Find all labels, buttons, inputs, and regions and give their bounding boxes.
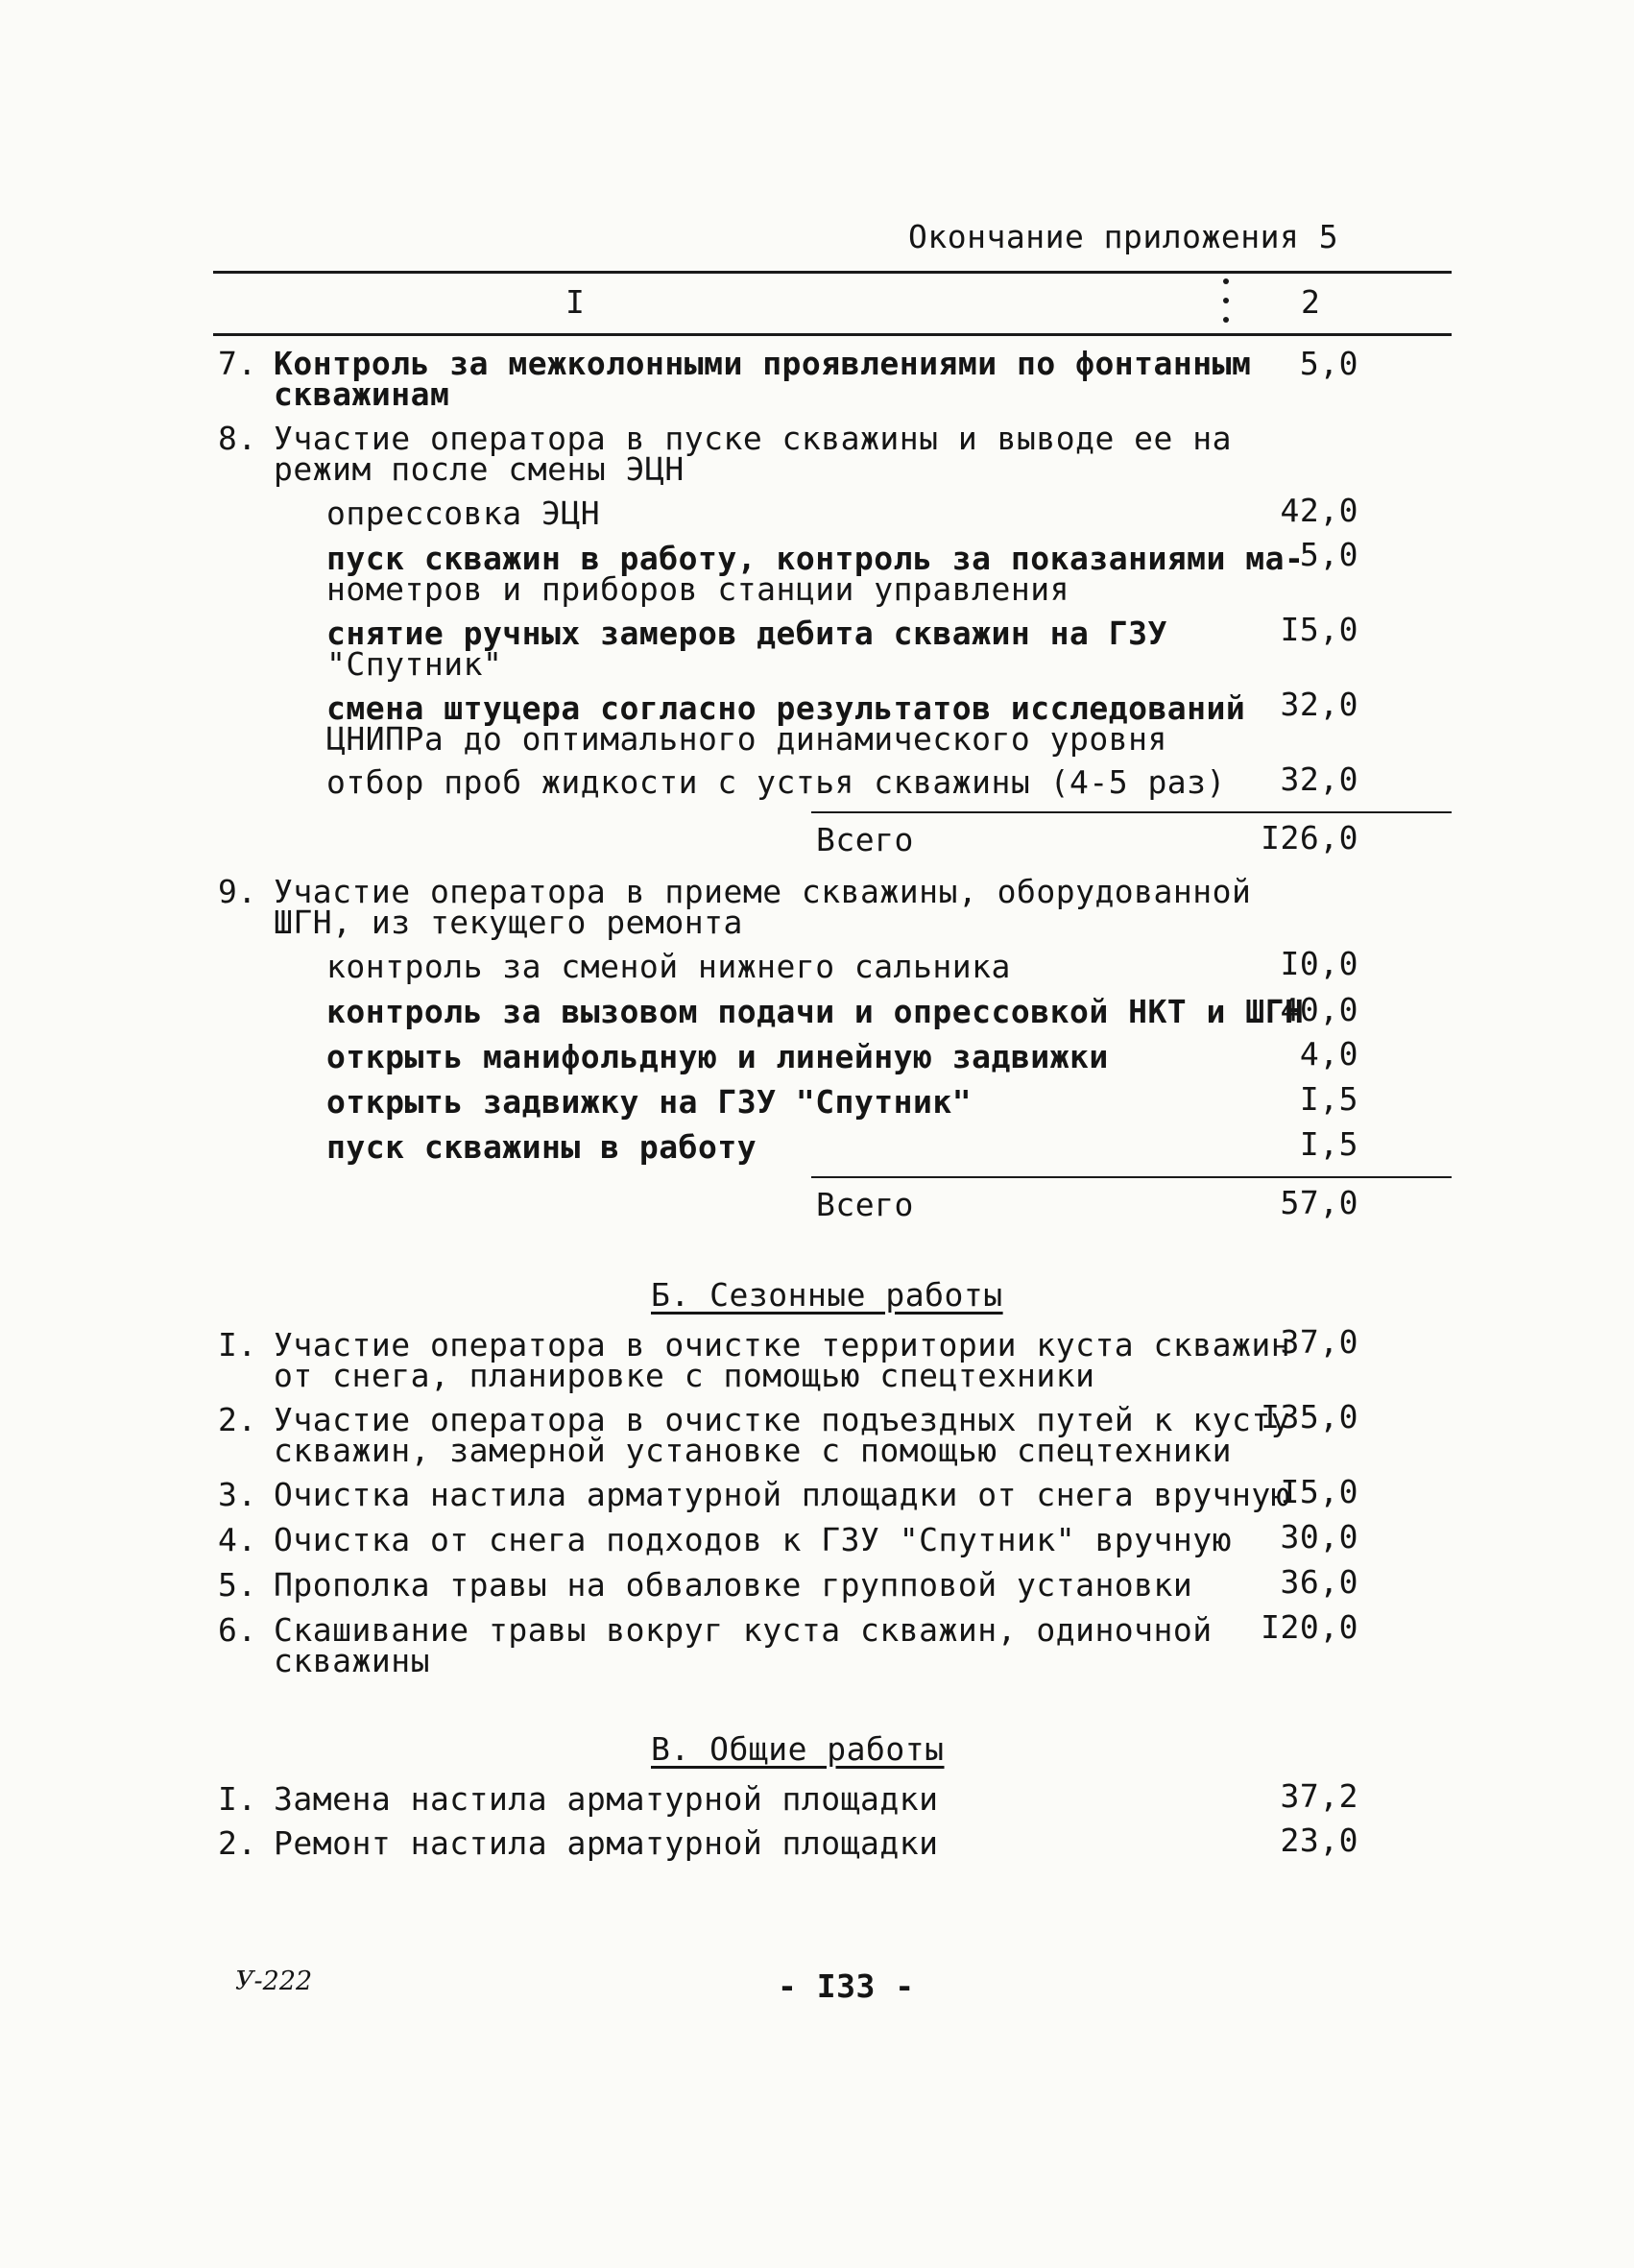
item-number: 9. [218,873,257,910]
subitem-text: открыть манифольдную и линейную задвижки [326,1038,1109,1075]
item-text: Участие оператора в очистке территории куста скважин [274,1326,1291,1363]
page-number: - I33 - [778,1967,915,2005]
item-text: Прополка травы на обваловке групповой установки [274,1566,1193,1604]
subtotal-rule [811,1176,1452,1178]
item-value: 37,2 [1280,1777,1358,1815]
subtotal-rule [811,811,1452,813]
section-heading: В. Общие работы [651,1730,945,1768]
item-text: Ремонт настила арматурной площадки [274,1824,939,1862]
subitem-value: 40,0 [1280,991,1358,1028]
item-number: I. [218,1780,257,1818]
subtotal-value: I26,0 [1261,819,1358,857]
subitem-text: снятие ручных замеров дебита скважин на ГЗУ [326,615,1167,652]
subitem-value: 42,0 [1280,492,1358,529]
item-text: режим после смены ЭЦН [274,450,685,488]
item-number: 4. [218,1521,257,1558]
column-separator-dot [1223,298,1229,303]
item-number: 6. [218,1611,257,1649]
item-number: 2. [218,1401,257,1438]
item-number: 7. [218,345,257,382]
item-text: ШГН, из текущего ремонта [274,904,743,941]
subitem-value: I,5 [1299,1080,1358,1118]
item-value: 5,0 [1299,345,1358,382]
item-text: Участие оператора в приеме скважины, оборудованной [274,873,1252,910]
item-value: I35,0 [1261,1398,1358,1436]
subitem-text: контроль за сменой нижнего сальника [326,948,1011,985]
item-value: I5,0 [1280,1473,1358,1510]
subitem-value: I5,0 [1280,611,1358,648]
subitem-value: 32,0 [1280,686,1358,723]
subitem-value: I0,0 [1280,945,1358,982]
table-header-rule [213,333,1452,336]
subitem-text: открыть задвижку на ГЗУ "Спутник" [326,1083,973,1121]
item-text: Замена настила арматурной площадки [274,1780,939,1818]
item-text: скважинам [274,375,450,413]
subitem-text: нометров и приборов станции управления [326,570,1069,608]
subitem-text: "Спутник" [326,645,503,683]
column-separator-dot [1223,317,1229,323]
item-text: скважин, замерной установке с помощью спецтехники [274,1432,1233,1469]
subitem-value: 5,0 [1299,536,1358,573]
subitem-text: отбор проб жидкости с устья скважины (4-5 раз) [326,763,1226,801]
item-number: I. [218,1326,257,1363]
page-title: Окончание приложения 5 [908,218,1339,255]
item-text: Контроль за межколонными проявлениями по фонтанным [274,345,1252,382]
subitem-value: 4,0 [1299,1035,1358,1073]
subitem-value: 32,0 [1280,760,1358,798]
item-text: Очистка от снега подходов к ГЗУ "Спутник" вручную [274,1521,1233,1558]
item-text: Очистка настила арматурной площадки от снега вручную [274,1476,1291,1513]
column-1-header: I [565,283,586,321]
item-number: 2. [218,1824,257,1862]
subitem-text: пуск скважин в работу, контроль за показаниями ма- [326,540,1305,577]
subtotal-value: 57,0 [1280,1184,1358,1221]
item-text: Участие оператора в пуске скважины и выводе ее на [274,420,1233,457]
subitem-value: I,5 [1299,1125,1358,1163]
item-text: скважины [274,1642,430,1679]
item-value: 23,0 [1280,1822,1358,1859]
item-value: 36,0 [1280,1563,1358,1601]
subitem-text: смена штуцера согласно результатов исследований [326,689,1246,727]
subitem-text: пуск скважины в работу [326,1128,757,1166]
subtotal-label: Всего [816,1186,914,1223]
table-top-rule [213,271,1452,274]
item-number: 5. [218,1566,257,1604]
subtotal-label: Всего [816,821,914,858]
item-text: Участие оператора в очистке подъездных путей к кусту [274,1401,1291,1438]
section-heading: Б. Сезонные работы [651,1276,1003,1314]
item-value: 37,0 [1280,1323,1358,1361]
item-text: Скашивание травы вокруг куста скважин, одиночной [274,1611,1213,1649]
column-separator-dot [1223,278,1229,284]
subitem-text: опрессовка ЭЦН [326,495,601,532]
item-number: 3. [218,1476,257,1513]
document-code: У-222 [235,1966,313,1996]
column-2-header: 2 [1301,283,1321,321]
subitem-text: контроль за вызовом подачи и опрессовкой НКТ и ШГН [326,993,1305,1030]
item-value: 30,0 [1280,1518,1358,1556]
item-text: от снега, планировке с помощью спецтехники [274,1357,1095,1394]
item-number: 8. [218,420,257,457]
item-value: I20,0 [1261,1608,1358,1646]
subitem-text: ЦНИПРа до оптимального динамического уровня [326,720,1167,758]
